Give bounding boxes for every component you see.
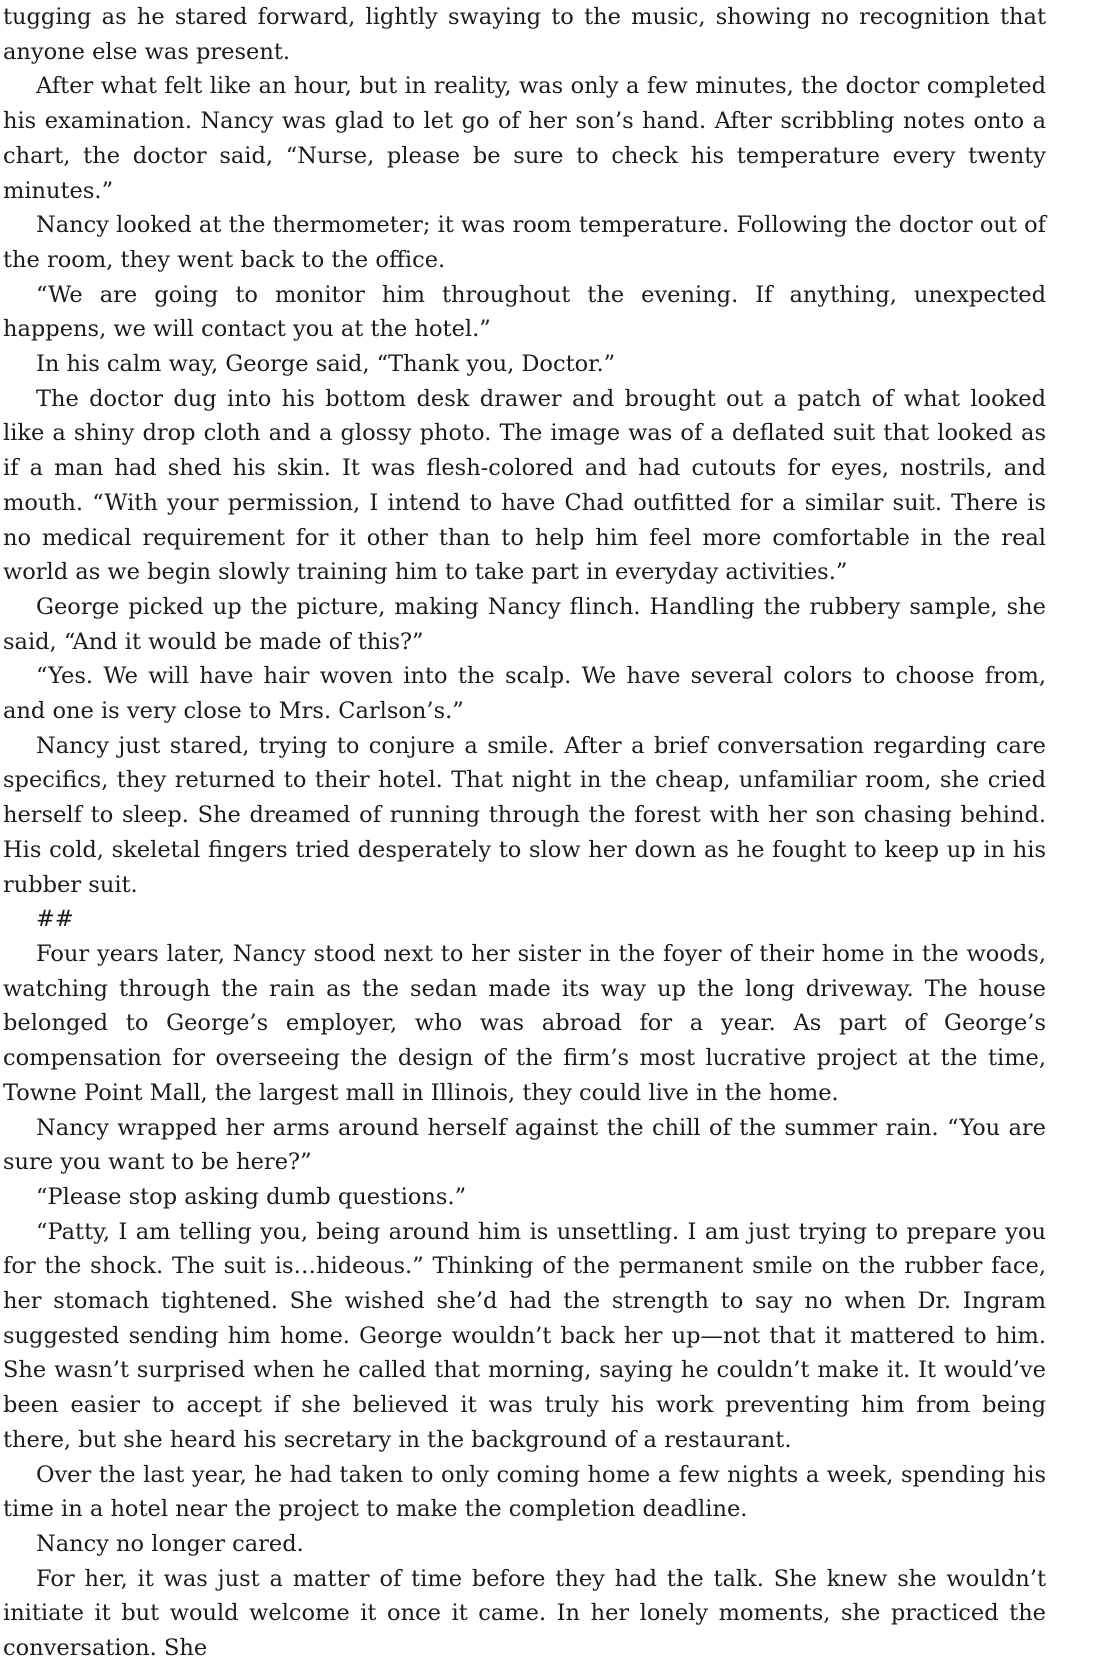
paragraph: The doctor dug into his bottom desk drawer and brought out a patch of what looked like a shiny drop cloth and a glossy photo. The image was of a deflated suit that looked as if a man had shed his skin. It was flesh-colored and had cutouts for eyes, nostrils, and mouth. “With your permission, I intend to have Chad outfitted for a similar suit. There is no medical requirement for it other than to help him feel more comfortable in the real world as we begin slowly training him to take part in everyday activities.” [3, 385, 1046, 586]
paragraph: “Yes. We will have hair woven into the scalp. We have several colors to choose from, and one is very close to Mrs. Carlson’s.” [3, 663, 1046, 725]
paragraph: “Patty, I am telling you, being around him is unsettling. I am just trying to prepare you for the shock. The suit is…hideous.” Thinking of the permanent smile on the rubber face, her stomach tightened. She wished she’d had the strength to say no when Dr. Ingram suggested sending him home. George wouldn’t back her up—not that it mattered to him. She wasn’t surprised when he called that morning, saying he couldn’t make it. It would’ve been easier to accept if she believed it was truly his work preventing him from being there, but she heard his secretary in the background of a restaurant. [3, 1218, 1046, 1453]
paragraph: In his calm way, George said, “Thank you, Doctor.” [36, 351, 616, 378]
paragraph: After what felt like an hour, but in reality, was only a few minutes, the doctor completed his examination. Nancy was glad to let go of her son’s hand. After scribbling notes onto a chart, the doctor said, “Nurse, please be sure to check his temperature every twenty minutes.” [3, 73, 1046, 204]
scene-break: ## [36, 906, 74, 933]
paragraph: George picked up the picture, making Nancy flinch. Handling the rubbery sample, she said, “And it would be made of this?” [3, 593, 1046, 655]
paragraph: Four years later, Nancy stood next to her sister in the foyer of their home in the woods, watching through the rain as the sedan made its way up the long driveway. The house belonged to George’s employer, who was abroad for a year. As part of George’s compensation for overseeing the design of the firm’s most lucrative project at the time, Towne Point Mall, the largest mall in Illinois, they could live in the home. [3, 940, 1046, 1106]
paragraph: “Please stop asking dumb questions.” [36, 1183, 467, 1210]
paragraph: For her, it was just a matter of time before they had the talk. She knew she wouldn’t initiate it but would welcome it once it came. In her lonely moments, she practiced the conversation. She [3, 1565, 1046, 1662]
paragraph: Nancy wrapped her arms around herself against the chill of the summer rain. “You are sure you want to be here?” [3, 1114, 1046, 1176]
paragraph: Over the last year, he had taken to only coming home a few nights a week, spending his time in a hotel near the project to make the completion deadline. [3, 1461, 1046, 1523]
paragraph: Nancy just stared, trying to conjure a smile. After a brief conversation regarding care specifics, they returned to their hotel. That night in the cheap, unfamiliar room, she cried herself to sleep. She dreamed of running through the forest with her son chasing behind. His cold, skeletal fingers tried desperately to slow her down as he fought to keep up in his rubber suit. [3, 732, 1046, 898]
paragraph: Nancy no longer cared. [36, 1530, 304, 1557]
paragraph: Nancy looked at the thermometer; it was room temperature. Following the doctor out of the room, they went back to the office. [3, 212, 1046, 273]
paragraph: tugging as he stared forward, lightly swaying to the music, showing no recognition that anyone else was present. [3, 4, 1046, 65]
document-text-body [3, 0, 1046, 1666]
paragraph: “We are going to monitor him throughout the evening. If anything, unexpected happens, we will contact you at the hotel.” [3, 281, 1046, 343]
